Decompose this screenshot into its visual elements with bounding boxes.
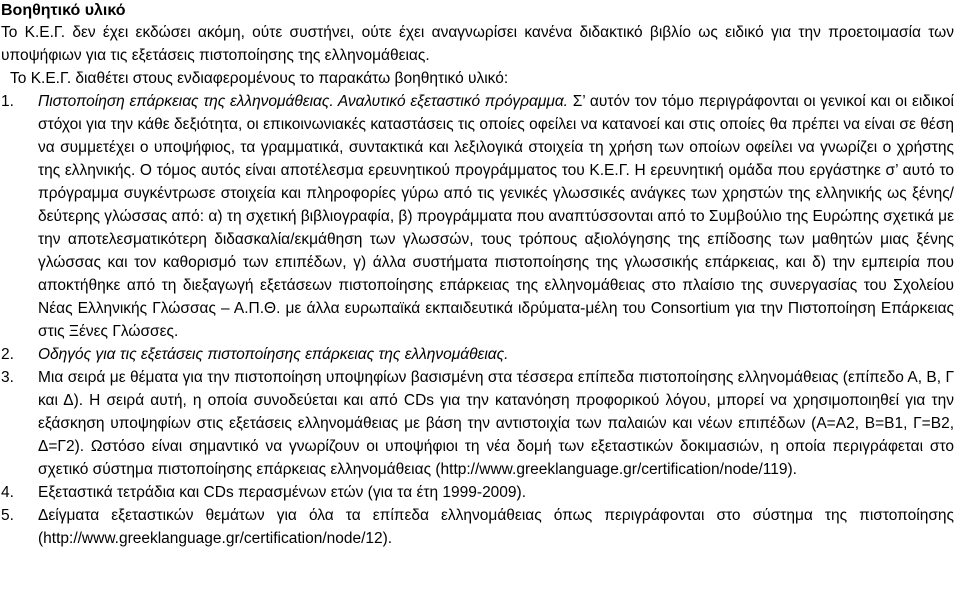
list-item-text: Σ’ αυτόν τον τόμο περιγράφονται οι γενικοί και οι ειδικοί στόχοι για την κάθε δεξιότητα, οι επικοινωνιακές καταστάσεις τις οποίες οφείλει να κατανοεί και στις οποίες θα πρέπει να είναι σε θέση να συμμετέχει ο υποψήφιος, τα γραμματικά, συντακτικά και λεξιλογικά στοιχεία τη χρήση των οποίων οφείλει να γνωρίζει ο χρήστης της ελληνικής. Ο τόμος αυτός είναι αποτέλεσμα ερευνητικού προγράμματος του Κ.Ε.Γ. Η ερευνητική ομάδα που εργάστηκε σ’ αυτό το πρόγραμμα συγκέντρωσε στοιχεία και πληροφορίες γύρω από τις γενικές γλωσσικές ανάγκες των χρηστών της ελληνικής ως ξένης/δεύτερης γλώσσας από: α) τη σχετική βιβλιογραφία, β) προγράμματα που αναπτύσσονται από το Συμβούλιο της Ευρώπης σχετικά με την αποτελεσματικότερη διδασκαλία/εκμάθηση των γλωσσών, τους τρόπους αξιολόγησης της επίδοσης των μαθητών μιας ξένης γλώσσας και τον καθορισμό των επιπέδων, γ) άλλα συστήματα πιστοποίησης της γλωσσικής επάρκειας, και δ) την εμπειρία που αποκτήθηκε από τη διεξαγωγή εξετάσεων πιστοποίησης επάρκειας της ελληνομάθειας στο πλαίσιο της συνεργασίας του Σχολείου Νέας Ελληνικής Γλώσσας – Α.Π.Θ. με άλλα ευρωπαϊκά εκπαιδευτικά ιδρύματα-μέλη του Consortium για την Πιστοποίηση Επάρκειας στις Ξένες Γλώσσες. <box>38 93 954 340</box>
intro-availability-line: Το Κ.Ε.Γ. διαθέτει στους ενδιαφερομένους το παρακάτω βοηθητικό υλικό: <box>10 70 509 87</box>
list-item-number: 4. <box>1 484 14 501</box>
list-item-title: Πιστοποίηση επάρκειας της ελληνομάθειας. Αναλυτικό εξεταστικό πρόγραμμα. <box>38 93 568 110</box>
list-item-number: 3. <box>1 369 14 386</box>
section-title: Βοηθητικό υλικό <box>1 2 126 19</box>
list-item <box>1 504 954 550</box>
list-item <box>1 343 954 366</box>
list-item-number: 2. <box>1 346 14 363</box>
intro-paragraph: Το Κ.Ε.Γ. δεν έχει εκδώσει ακόμη, ούτε συστήνει, ούτε έχει αναγνωρίσει κανένα διδακτικό βιβλίο ως ειδικό για την προετοιμασία των υποψήφιων για τις εξετάσεις πιστοποίησης της ελληνομάθειας. <box>1 24 954 64</box>
list-item <box>1 481 954 504</box>
materials-list <box>1 90 954 550</box>
list-item-number: 5. <box>1 507 14 524</box>
list-item-title: Οδηγός για τις εξετάσεις πιστοποίησης επάρκειας της ελληνομάθειας. <box>38 346 509 363</box>
list-item-number: 1. <box>1 93 14 110</box>
list-item-text: Εξεταστικά τετράδια και CDs περασμένων ετών (για τα έτη 1999-2009). <box>38 484 527 501</box>
list-item <box>1 366 954 481</box>
list-item-text: Δείγματα εξεταστικών θεμάτων για όλα τα επίπεδα ελληνομάθειας όπως περιγράφονται στο σύστημα της πιστοποίησης (http://www.greeklanguage.gr/certification/node/12). <box>38 507 954 547</box>
list-item-text: Μια σειρά με θέματα για την πιστοποίηση υποψηφίων βασισμένη στα τέσσερα επίπεδα πιστοποίησης ελληνομάθειας (επίπεδο Α, Β, Γ και Δ). Η σειρά αυτή, η οποία συνοδεύεται και από CDs για την κατανόηση προφορικού λόγου, μπορεί να χρησιμοποιηθεί για την εξάσκηση υποψηφίων στις εξετάσεις ελληνομάθειας με βάση την αντιστοιχία των παλαιών και νέων επιπέδων (Α=Α2, Β=Β1, Γ=Β2, Δ=Γ2). Ωστόσο είναι σημαντικό να γνωρίζουν οι υποψήφιοι τη νέα δομή των εξεταστικών δοκιμασιών, η οποία περιγράφεται στο σχετικό σύστημα πιστοποίησης επάρκειας ελληνομάθειας (http://www.greeklanguage.gr/certification/node/119). <box>38 369 954 478</box>
list-item <box>1 90 954 343</box>
